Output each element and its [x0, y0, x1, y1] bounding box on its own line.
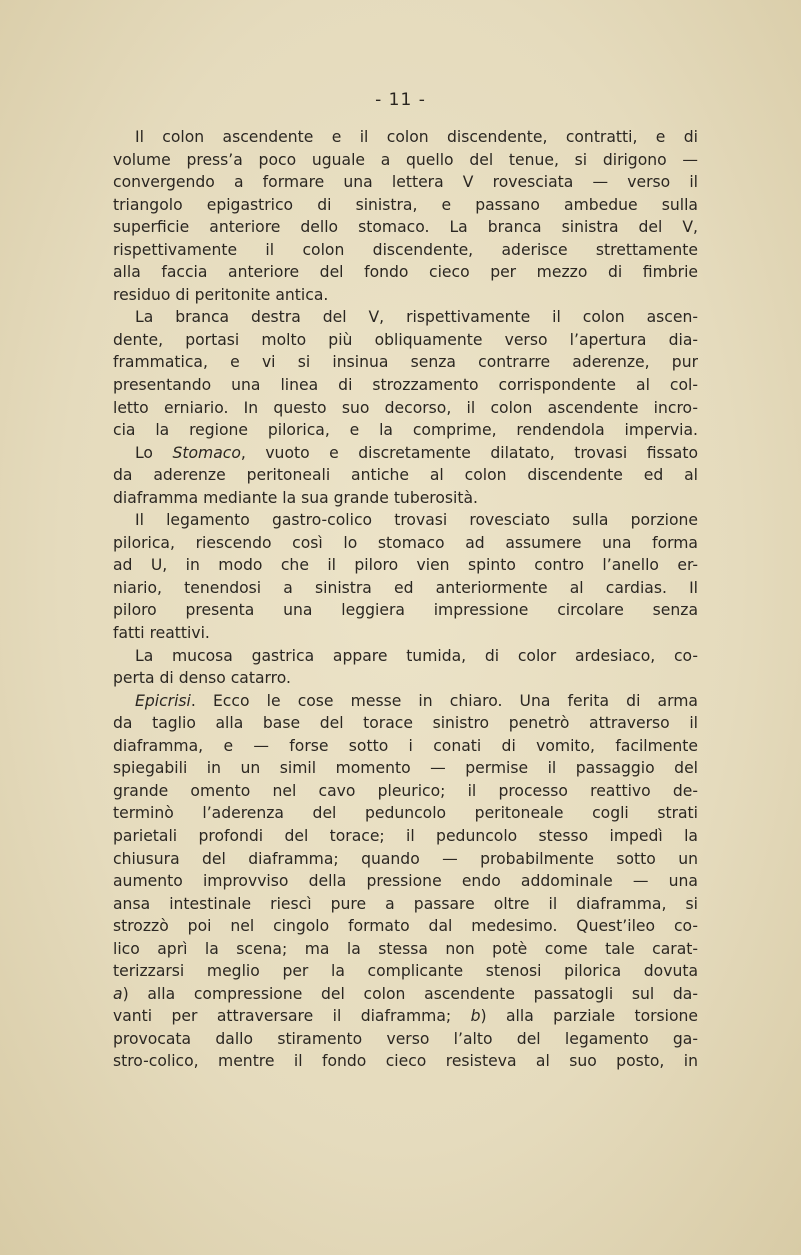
- text-run: letto erniario. In questo suo decorso, il colon ascendente incro-: [113, 398, 698, 417]
- text-line: [113, 599, 698, 622]
- text-line: [113, 554, 698, 577]
- text-run: convergendo a formare una lettera V rovesciata — verso il: [113, 173, 698, 192]
- text-line: [113, 645, 698, 668]
- text-run: ad U, in modo che il piloro vien spinto contro l’anello er-: [113, 556, 698, 575]
- italic-text: a: [113, 984, 123, 1003]
- text-run: rispettivamente il colon discendente, aderisce strettamente: [113, 240, 698, 259]
- text-run: Lo: [135, 443, 173, 462]
- text-line: [113, 938, 698, 961]
- text-run: niario, tenendosi a sinistra ed anteriormente al cardias. Il: [113, 578, 698, 597]
- text-line: [113, 983, 698, 1006]
- text-run: ) alla compressione del colon ascendente passatogli sul da-: [122, 984, 698, 1003]
- text-run: dente, portasi molto più obliquamente verso l’apertura dia-: [113, 330, 698, 349]
- text-line: [113, 532, 698, 555]
- text-line: [113, 757, 698, 780]
- body-text: [113, 126, 698, 1073]
- text-run: grande omento nel cavo pleurico; il processo reattivo de-: [113, 781, 698, 800]
- text-line: [113, 487, 698, 510]
- text-run: ) alla parziale torsione: [480, 1007, 698, 1026]
- text-run: pilorica, riescendo così lo stomaco ad assumere una forma: [113, 533, 698, 552]
- text-run: da aderenze peritoneali antiche al colon discendente ed al: [113, 466, 698, 485]
- text-line: [113, 690, 698, 713]
- text-line: [113, 126, 698, 149]
- text-line: [113, 374, 698, 397]
- text-run: diaframma, e — forse sotto i conati di vomito, facilmente: [113, 736, 698, 755]
- text-line: [113, 1050, 698, 1073]
- text-run: strozzò poi nel cingolo formato dal medesimo. Quest’ileo co-: [113, 917, 698, 936]
- text-line: [113, 284, 698, 307]
- text-line: [113, 622, 698, 645]
- text-run: vanti per attraversare il diaframma;: [113, 1007, 471, 1026]
- text-run: perta di denso catarro.: [113, 669, 291, 688]
- text-run: Il colon ascendente e il colon discendente, contratti, e di: [135, 128, 698, 146]
- text-line: [113, 893, 698, 916]
- text-run: . Ecco le cose messe in chiaro. Una ferita di arma: [190, 691, 698, 710]
- text-run: , vuoto e discretamente dilatato, trovasi fissato: [240, 443, 698, 462]
- text-line: [113, 712, 698, 735]
- text-line: [113, 442, 698, 465]
- text-run: triangolo epigastrico di sinistra, e passano ambedue sulla: [113, 195, 698, 214]
- text-run: diaframma mediante la sua grande tuberosità.: [113, 488, 478, 507]
- text-line: [113, 577, 698, 600]
- text-line: [113, 171, 698, 194]
- text-run: spiegabili in un simil momento — permise il passaggio del: [113, 759, 698, 778]
- text-run: fatti reattivi.: [113, 624, 210, 643]
- text-run: La mucosa gastrica appare tumida, di color ardesiaco, co-: [135, 646, 698, 665]
- text-run: lico aprì la scena; ma la stessa non potè come tale carat-: [113, 939, 698, 958]
- text-line: [113, 149, 698, 172]
- text-line: [113, 802, 698, 825]
- page-number: - 11 -: [375, 90, 426, 110]
- text-run: parietali profondi del torace; il peduncolo stesso impedì la: [113, 826, 698, 845]
- text-line: [113, 329, 698, 352]
- text-line: [113, 1005, 698, 1028]
- text-line: [113, 351, 698, 374]
- text-run: da taglio alla base del torace sinistro penetrò attraverso il: [113, 714, 698, 733]
- text-line: [113, 509, 698, 532]
- text-run: volume press’a poco uguale a quello del tenue, si dirigono —: [113, 150, 698, 169]
- text-run: chiusura del diaframma; quando — probabilmente sotto un: [113, 849, 698, 868]
- text-line: [113, 419, 698, 442]
- text-run: terizzarsi meglio per la complicante stenosi pilorica dovuta: [113, 962, 698, 981]
- text-line: [113, 216, 698, 239]
- text-run: ansa intestinale riescì pure a passare oltre il diaframma, si: [113, 894, 698, 913]
- text-run: piloro presenta una leggiera impressione circolare senza: [113, 601, 698, 620]
- italic-text: b: [470, 1007, 481, 1026]
- text-line: [113, 306, 698, 329]
- text-line: [113, 667, 698, 690]
- text-line: [113, 397, 698, 420]
- text-line: [113, 780, 698, 803]
- text-run: alla faccia anteriore del fondo cieco per mezzo di fimbrie: [113, 263, 698, 282]
- text-run: cia la regione pilorica, e la comprime, rendendola impervia.: [113, 421, 698, 440]
- text-run: superficie anteriore dello stomaco. La branca sinistra del V,: [113, 218, 698, 237]
- text-line: [113, 1028, 698, 1051]
- text-run: aumento improvviso della pressione endo addominale — una: [113, 872, 698, 891]
- text-run: stro-colico, mentre il fondo cieco resisteva al suo posto, in: [113, 1052, 698, 1071]
- text-line: [113, 735, 698, 758]
- text-line: [113, 464, 698, 487]
- text-line: [113, 870, 698, 893]
- italic-text: Stomaco: [172, 443, 241, 462]
- text-line: [113, 239, 698, 262]
- text-line: [113, 261, 698, 284]
- text-line: [113, 915, 698, 938]
- italic-text: Epicrisi: [135, 691, 191, 710]
- text-run: Il legamento gastro-colico trovasi rovesciato sulla porzione: [135, 511, 698, 530]
- text-line: [113, 825, 698, 848]
- text-run: terminò l’aderenza del peduncolo peritoneale cogli strati: [113, 804, 698, 823]
- text-run: presentando una linea di strozzamento corrispondente al col-: [113, 376, 698, 395]
- text-line: [113, 194, 698, 217]
- text-run: La branca destra del V, rispettivamente il colon ascen-: [135, 308, 698, 327]
- text-line: [113, 848, 698, 871]
- text-run: residuo di peritonite antica.: [113, 285, 329, 304]
- text-run: frammatica, e vi si insinua senza contrarre aderenze, pur: [113, 353, 698, 372]
- text-run: provocata dallo stiramento verso l’alto del legamento ga-: [113, 1029, 698, 1048]
- text-line: [113, 960, 698, 983]
